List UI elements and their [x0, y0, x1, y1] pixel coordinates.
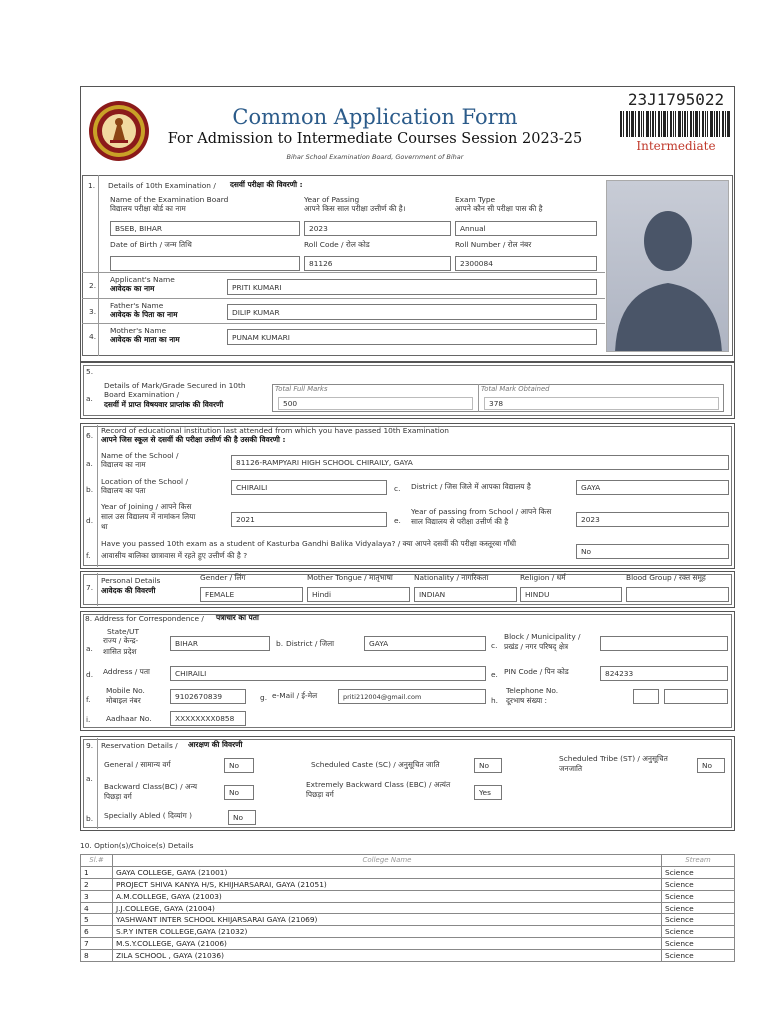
- kgbv-question-hi: आवासीय बालिका छात्रावास में रहते हुए उत्तीर्ण की है ?: [101, 551, 248, 560]
- row-college: YASHWANT INTER SCHOOL KHIJARSARAI GAYA (21069): [113, 914, 662, 926]
- row-sl: 6: [81, 926, 113, 938]
- choices-header-row: [81, 855, 735, 867]
- s8-f: f.: [86, 695, 91, 704]
- s10-heading: 10. Option(s)/Choice(s) Details: [80, 841, 194, 850]
- school-district-field[interactable]: GAYA: [576, 480, 729, 495]
- dob-label: Date of Birth / जन्म तिथि: [110, 240, 192, 249]
- row-sl: 4: [81, 902, 113, 914]
- applicant-name-label-hi: आवेदक का नाम: [110, 284, 155, 293]
- gender-label: Gender / लिंग: [200, 573, 246, 582]
- s9-heading-en: Reservation Details /: [101, 741, 178, 750]
- state-label-hi1: राज्य / केन्द्र-: [103, 636, 139, 645]
- type-label-en: Exam Type: [455, 195, 496, 204]
- obtained-marks-field[interactable]: 378: [484, 397, 719, 410]
- pin-label: PIN Code / पिन कोड: [504, 667, 569, 676]
- s6-num: 6.: [86, 431, 94, 440]
- s8-c: c.: [491, 641, 498, 650]
- bseb-seal-logo: [88, 100, 150, 162]
- table-row: [81, 926, 735, 938]
- kgbv-question-en: Have you passed 10th exam as a student of Kasturba Gandhi Balika Vidyalaya? / क्या आपने दसवीं की परीक्षा कस्तूरबा गाँधी: [101, 539, 516, 548]
- col-sl: Sl.#: [81, 855, 113, 867]
- mother-name-field[interactable]: PUNAM KUMARI: [227, 329, 597, 345]
- s6-d: d.: [86, 516, 94, 525]
- table-row: [81, 938, 735, 950]
- s9-num: 9.: [86, 741, 94, 750]
- pass-year-label-en: Year of passing from School / आपने किस: [411, 507, 552, 516]
- school-location-field[interactable]: CHIRAILI: [231, 480, 387, 495]
- s6-heading-hi: आपने जिस स्कूल से दसवीं की परीक्षा उत्तीर्ण की है उसकी विवरणी :: [101, 435, 286, 444]
- marks-label-en1: Details of Mark/Grade Secured in 10th: [104, 381, 246, 390]
- row-stream: Science: [662, 878, 735, 890]
- obtained-marks-label: Total Mark Obtained: [481, 385, 550, 393]
- table-row: [81, 890, 735, 902]
- personal-label-hi: आवेदक की विवरणी: [101, 586, 156, 595]
- type-label-hi: आपने कौन सी परीक्षा पास की है: [455, 204, 543, 213]
- sc-field[interactable]: No: [474, 758, 502, 773]
- marks-label-en2: Board Examination /: [104, 390, 180, 399]
- full-marks-field[interactable]: 500: [278, 397, 473, 410]
- s9-a: a.: [86, 774, 93, 783]
- phone-label-hi: दूरभाष संख्या :: [506, 696, 548, 705]
- aadhaar-field[interactable]: XXXXXXXX0858: [170, 711, 246, 726]
- state-field[interactable]: BIHAR: [170, 636, 270, 651]
- join-year-label-en: Year of Joining / आपने किस: [101, 502, 192, 511]
- email-field[interactable]: priti212004@gmail.com: [338, 689, 486, 704]
- full-marks-label: Total Full Marks: [275, 385, 328, 393]
- board-label-en: Name of the Examination Board: [110, 195, 229, 204]
- join-year-field[interactable]: 2021: [231, 512, 387, 527]
- join-year-label-hi2: था: [101, 522, 108, 531]
- table-row: [81, 950, 735, 962]
- row-college: J.J.COLLEGE, GAYA (21004): [113, 902, 662, 914]
- phone-std-field[interactable]: [633, 689, 659, 704]
- table-row: [81, 914, 735, 926]
- row-stream: Science: [662, 866, 735, 878]
- row-stream: Science: [662, 890, 735, 902]
- general-label: General / सामान्य वर्ग: [104, 760, 171, 769]
- form-title: Common Application Form: [232, 105, 518, 129]
- s3-num: 3.: [89, 307, 97, 316]
- father-name-label-en: Father's Name: [110, 301, 164, 310]
- marks-label-hi: दसवीं में प्राप्त विषयवार प्राप्तांक की विवरणी: [104, 400, 224, 409]
- s8-h: h.: [491, 696, 499, 705]
- row-sl: 8: [81, 950, 113, 962]
- s6-c: c.: [394, 484, 401, 493]
- school-location-label-en: Location of the School /: [101, 477, 188, 486]
- s6-a: a.: [86, 459, 93, 468]
- board-label-hi: विद्यालय परीक्षा बोर्ड का नाम: [110, 204, 186, 213]
- block-field[interactable]: [600, 636, 728, 651]
- join-year-label-hi1: साल उस विद्यालय में नामांकन लिया: [101, 512, 196, 521]
- s8-heading-hi: पत्राचार का पता: [216, 613, 259, 622]
- year-label-en: Year of Passing: [304, 195, 360, 204]
- s9-b: b.: [86, 814, 94, 823]
- kgbv-field[interactable]: No: [576, 544, 729, 559]
- roll-number-field[interactable]: 2300084: [455, 256, 597, 271]
- s8-b: b.: [276, 639, 284, 648]
- s8-a: a.: [86, 644, 93, 653]
- ebc-field[interactable]: Yes: [474, 785, 502, 800]
- aadhaar-label: Aadhaar No.: [106, 714, 152, 723]
- s8-e: e.: [491, 670, 498, 679]
- personal-label-en: Personal Details: [101, 576, 161, 585]
- ebc-label-2: पिछड़ा वर्ग: [306, 790, 334, 799]
- tongue-field[interactable]: Hindi: [307, 587, 410, 602]
- form-subtitle: For Admission to Intermediate Courses Session 2023-25: [167, 131, 583, 147]
- block-label-en: Block / Municipality /: [504, 632, 581, 641]
- exam-type-field[interactable]: Annual: [455, 221, 597, 236]
- stream-stamp: Intermediate: [636, 139, 716, 153]
- s5-num: 5.: [86, 367, 94, 376]
- row-stream: Science: [662, 950, 735, 962]
- row-sl: 1: [81, 866, 113, 878]
- bc-label-1: Backward Class(BC) / अन्य: [104, 782, 198, 791]
- state-label-en: State/UT: [107, 627, 139, 636]
- roll-number-label: Roll Number / रोल नंबर: [455, 240, 532, 249]
- s4-num: 4.: [89, 332, 97, 341]
- s2-num: 2.: [89, 281, 97, 290]
- row-sl: 5: [81, 914, 113, 926]
- table-row: [81, 902, 735, 914]
- s7-num: 7.: [86, 583, 94, 592]
- row-college: ZILA SCHOOL , GAYA (21036): [113, 950, 662, 962]
- pin-field[interactable]: 824233: [600, 666, 728, 681]
- school-name-label-hi: विद्यालय का नाम: [101, 460, 146, 469]
- board-name: Bihar School Examination Board, Government of Bihar: [286, 153, 464, 161]
- pass-year-label-hi: साल विद्यालय से परीक्षा उत्तीर्ण की है: [411, 517, 509, 526]
- dob-field[interactable]: [110, 256, 300, 271]
- s1-heading-hi: दसवीं परीक्षा की विवरणी :: [230, 180, 303, 189]
- roll-code-label: Roll Code / रोल कोड: [304, 240, 370, 249]
- school-district-label: District / जिस जिले में आपका विद्यालय है: [411, 482, 531, 491]
- blood-group-field[interactable]: [626, 587, 729, 602]
- col-stream: Stream: [662, 855, 735, 867]
- row-stream: Science: [662, 926, 735, 938]
- address-label: Address / पता: [103, 667, 150, 676]
- row-sl: 2: [81, 878, 113, 890]
- ebc-label-1: Extremely Backward Class (EBC) / अत्यंत: [306, 780, 451, 789]
- address-district-field[interactable]: GAYA: [364, 636, 486, 651]
- row-stream: Science: [662, 902, 735, 914]
- applicant-name-label-en: Applicant's Name: [110, 275, 175, 284]
- mobile-field[interactable]: 9102670839: [170, 689, 246, 704]
- s6-e: e.: [394, 516, 401, 525]
- table-row: [81, 878, 735, 890]
- row-college: S.P.Y INTER COLLEGE,GAYA (21032): [113, 926, 662, 938]
- email-label: e-Mail / ई-मेल: [272, 691, 318, 700]
- religion-label: Religion / धर्म: [520, 573, 566, 582]
- bc-field[interactable]: No: [224, 785, 254, 800]
- religion-field[interactable]: HINDU: [520, 587, 622, 602]
- table-row: [81, 866, 735, 878]
- s9-heading-hi: आरक्षण की विवरणी: [188, 740, 243, 749]
- tongue-label: Mother Tongue / मातृभाषा: [307, 573, 393, 582]
- abled-field[interactable]: No: [228, 810, 256, 825]
- row-college: GAYA COLLEGE, GAYA (21001): [113, 866, 662, 878]
- photo-placeholder-icon: [607, 181, 729, 352]
- abled-label: Specially Abled ( दिव्यांग ): [104, 811, 192, 820]
- mobile-label-en: Mobile No.: [106, 686, 145, 695]
- st-field[interactable]: No: [697, 758, 725, 773]
- nationality-label: Nationality / नागरिकता: [414, 573, 489, 582]
- row-stream: Science: [662, 914, 735, 926]
- s1-heading-en: Details of 10th Examination /: [108, 181, 216, 190]
- s5-sub: a.: [86, 394, 93, 403]
- blood-group-label: Blood Group / रक्त समूह: [626, 573, 706, 582]
- st-label-1: Scheduled Tribe (ST) / अनुसूचित: [559, 754, 668, 763]
- mother-name-label-hi: आवेदक की माता का नाम: [110, 335, 180, 344]
- board-field[interactable]: BSEB, BIHAR: [110, 221, 300, 236]
- state-label-hi2: शासित प्रदेश: [103, 647, 137, 656]
- s6-b: b.: [86, 485, 94, 494]
- barcode-icon: [620, 111, 730, 137]
- row-college: A.M.COLLEGE, GAYA (21003): [113, 890, 662, 902]
- row-sl: 7: [81, 938, 113, 950]
- s8-d: d.: [86, 670, 94, 679]
- year-field[interactable]: 2023: [304, 221, 451, 236]
- row-college: PROJECT SHIVA KANYA H/S, KHIJHARSARAI, GAYA (21051): [113, 878, 662, 890]
- s8-g: g.: [260, 693, 268, 702]
- choices-table: [80, 854, 735, 962]
- row-sl: 3: [81, 890, 113, 902]
- school-location-label-hi: विद्यालय का पता: [101, 486, 146, 495]
- school-name-label-en: Name of the School /: [101, 451, 179, 460]
- roll-code-field[interactable]: 81126: [304, 256, 451, 271]
- s8-heading-en: 8. Address for Correspondence /: [85, 614, 204, 623]
- block-label-hi: प्रखंड / नगर परिषद् क्षेत्र: [504, 642, 569, 651]
- gender-field[interactable]: FEMALE: [200, 587, 303, 602]
- st-label-2: जनजाति: [559, 764, 583, 773]
- col-college: College Name: [113, 855, 662, 867]
- mother-name-label-en: Mother's Name: [110, 326, 167, 335]
- s8-i: i.: [86, 715, 91, 724]
- application-id: 23J1795022: [627, 90, 725, 109]
- pass-year-field[interactable]: 2023: [576, 512, 729, 527]
- father-name-label-hi: आवेदक के पिता का नाम: [110, 310, 178, 319]
- mobile-label-hi: मोबाइल नंबर: [106, 696, 141, 705]
- s6-heading-en: Record of educational institution last attended from which you have passed 10th Examination: [101, 426, 449, 435]
- phone-label-en: Telephone No.: [506, 686, 559, 695]
- nationality-field[interactable]: INDIAN: [414, 587, 517, 602]
- school-name-field[interactable]: 81126-RAMPYARI HIGH SCHOOL CHIRAILY, GAYA: [231, 455, 729, 470]
- sc-label: Scheduled Caste (SC) / अनुसूचित जाति: [311, 760, 440, 769]
- row-college: M.S.Y.COLLEGE, GAYA (21006): [113, 938, 662, 950]
- applicant-name-field[interactable]: PRITI KUMARI: [227, 279, 597, 295]
- phone-number-field[interactable]: [664, 689, 728, 704]
- s6-f: f.: [86, 551, 91, 560]
- year-label-hi: आपने किस साल परीक्षा उत्तीर्ण की है।: [304, 204, 406, 213]
- s1-num: 1.: [88, 181, 96, 190]
- father-name-field[interactable]: DILIP KUMAR: [227, 304, 597, 320]
- address-field[interactable]: CHIRAILI: [170, 666, 486, 681]
- bc-label-2: पिछड़ा वर्ग: [104, 792, 132, 801]
- applicant-photo: [606, 180, 729, 352]
- row-stream: Science: [662, 938, 735, 950]
- general-field[interactable]: No: [224, 758, 254, 773]
- address-district-label: District / जिला: [286, 639, 335, 648]
